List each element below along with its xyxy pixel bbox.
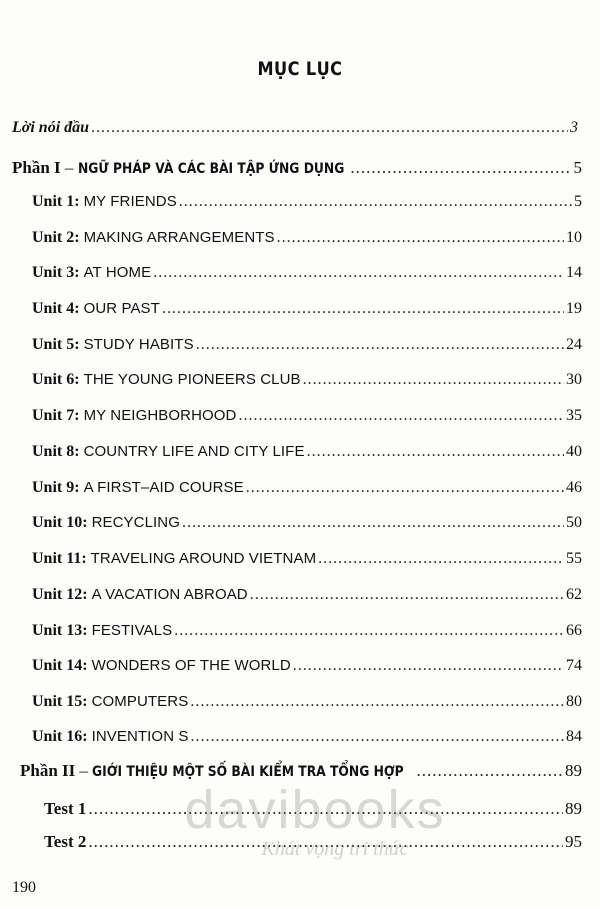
page-number: 190 [12,879,36,896]
part2-prefix: Phần II [20,761,76,780]
dot-leader [293,656,564,674]
unit-page: 14 [566,264,582,281]
part2-heading: GIỚI THIỆU MỘT SỐ BÀI KIỂM TRA TỔNG HỢP [92,764,404,780]
dot-leader [153,263,564,281]
dot-leader [162,299,564,317]
dot-leader [246,478,564,496]
part1-heading: NGỮ PHÁP VÀ CÁC BÀI TẬP ỨNG DỤNG [77,161,345,177]
unit-number: Unit 7: [32,407,80,424]
unit-number: Unit 6: [32,371,80,388]
unit-page: 35 [566,407,582,424]
test-label: Test 2 [44,832,87,851]
dot-leader [190,692,564,710]
toc-entry-part1[interactable] [12,158,582,178]
unit-number: Unit 2: [32,229,80,246]
dot-leader [91,118,568,136]
toc-entry-unit[interactable] [32,370,582,389]
dot-leader [250,585,564,603]
unit-page: 80 [566,693,582,710]
test-label: Test 1 [44,799,87,818]
dot-leader [417,761,564,780]
toc-entry-unit[interactable] [32,228,582,247]
test-page: 95 [565,832,582,851]
page-title: MỤC LỤC [257,58,343,80]
unit-number: Unit 3: [32,264,80,281]
toc-entry-unit[interactable] [32,263,582,282]
unit-title: FESTIVALS [91,622,173,639]
dot-leader [303,370,564,388]
unit-number: Unit 1: [32,193,80,210]
toc-entry-unit[interactable] [32,585,582,604]
dot-leader [307,442,564,460]
unit-number: Unit 12: [32,586,88,603]
unit-number: Unit 5: [32,336,80,353]
preface-page: 3 [570,119,578,136]
toc-entry-unit[interactable] [32,549,582,568]
toc-entry-preface[interactable] [12,118,578,137]
unit-number: Unit 15: [32,693,88,710]
unit-number: Unit 9: [32,479,80,496]
unit-title: INVENTION S [91,728,189,745]
part2-dash: – [75,761,93,780]
unit-title: OUR PAST [83,300,160,317]
unit-title: MY FRIENDS [83,193,177,210]
unit-page: 46 [566,479,582,496]
unit-number: Unit 4: [32,300,80,317]
toc-entry-test[interactable] [44,832,582,852]
unit-page: 24 [566,336,582,353]
toc-entry-unit[interactable] [32,299,582,318]
unit-page: 5 [574,193,582,210]
dot-leader [318,549,564,567]
unit-title: MY NEIGHBORHOOD [83,407,237,424]
unit-title: AT HOME [83,264,152,281]
unit-title: WONDERS OF THE WORLD [91,657,291,674]
dot-leader [238,406,564,424]
unit-page: 40 [566,443,582,460]
toc-entry-unit[interactable] [32,621,582,640]
unit-page: 84 [566,728,582,745]
unit-page: 30 [566,371,582,388]
dot-leader [88,832,563,851]
toc-entry-unit[interactable] [32,406,582,425]
part1-page: 5 [573,158,582,177]
dot-leader [191,727,564,745]
unit-page: 66 [566,622,582,639]
unit-number: Unit 16: [32,728,88,745]
toc-entry-unit[interactable] [32,727,582,746]
toc-entry-unit[interactable] [32,478,582,497]
unit-title: A VACATION ABROAD [91,586,248,603]
toc-entry-unit[interactable] [32,442,582,461]
unit-page: 74 [566,657,582,674]
part2-page: 89 [565,761,582,780]
unit-title: COMPUTERS [91,693,189,710]
toc-entry-unit[interactable] [32,656,582,675]
unit-page: 55 [566,550,582,567]
toc-entry-unit[interactable] [32,192,582,211]
toc-entry-test[interactable] [44,799,582,819]
toc-entry-unit[interactable] [32,335,582,354]
dot-leader [277,228,564,246]
test-page: 89 [565,799,582,818]
dot-leader [88,799,563,818]
unit-page: 62 [566,586,582,603]
unit-title: THE YOUNG PIONEERS CLUB [83,371,301,388]
preface-label: Lời nói đầu [12,119,90,136]
unit-page: 50 [566,514,582,531]
dot-leader [350,158,571,177]
dot-leader [179,192,572,210]
dot-leader [182,513,564,531]
toc-entry-unit[interactable] [32,692,582,711]
unit-title: COUNTRY LIFE AND CITY LIFE [83,443,305,460]
dot-leader [196,335,564,353]
toc-entry-part2[interactable] [20,761,582,781]
unit-page: 10 [566,229,582,246]
unit-number: Unit 11: [32,550,87,567]
unit-title: A FIRST–AID COURSE [83,479,244,496]
unit-number: Unit 8: [32,443,80,460]
unit-title: RECYCLING [91,514,180,531]
part1-dash: – [60,158,78,177]
unit-number: Unit 10: [32,514,88,531]
watermark-slogan: Khát vọng tri thức [261,838,409,860]
unit-page: 19 [566,300,582,317]
unit-title: TRAVELING AROUND VIETNAM [90,550,317,567]
unit-title: MAKING ARRANGEMENTS [83,229,275,246]
unit-title: STUDY HABITS [83,336,194,353]
unit-number: Unit 14: [32,657,88,674]
watermark-brand: davibooks [184,780,446,840]
unit-number: Unit 13: [32,622,88,639]
dot-leader [174,621,564,639]
toc-entry-unit[interactable] [32,513,582,532]
part1-prefix: Phần I [12,158,61,177]
